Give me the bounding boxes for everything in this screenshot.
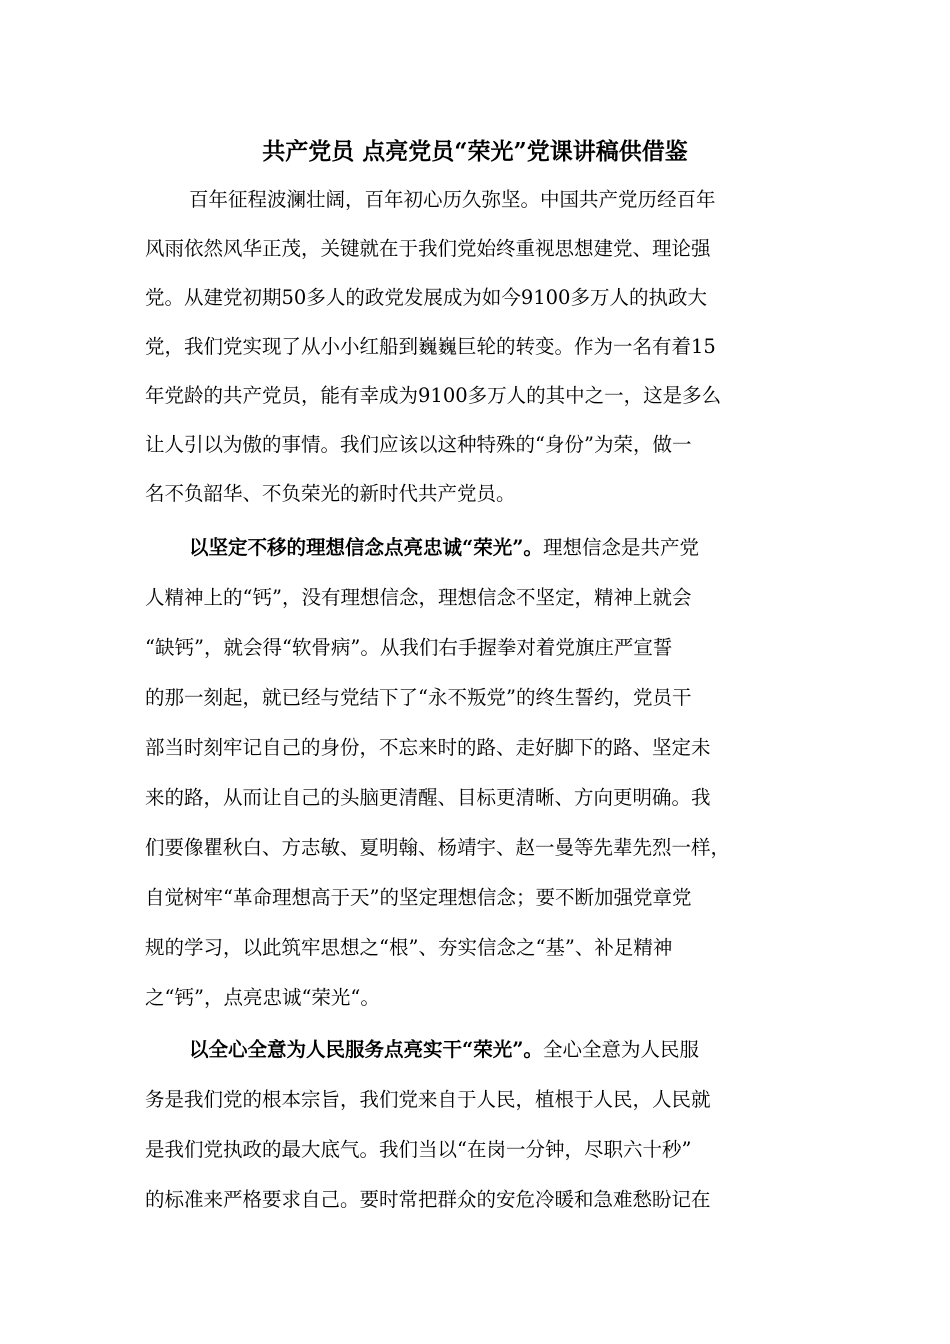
paragraph-2-first-line-text: 理想信念是共产党 <box>542 536 699 559</box>
paragraph-2-line-4: 的那一刻起，就已经与党结下了“永不叛党”的终生誓约，党员干 <box>145 686 692 709</box>
paragraph-1-line-1: 百年征程波澜壮阔，百年初心历久弥坚。中国共产党历经百年 <box>189 188 716 211</box>
paragraph-2-line-8: 自觉树牢“革命理想高于天”的坚定理想信念；要不断加强党章党 <box>145 886 692 909</box>
paragraph-1-line-4: 党，我们党实现了从小小红船到巍巍巨轮的转变。作为一名有着15 <box>145 335 716 358</box>
paragraph-3-line-4: 的标准来严格要求自己。要时常把群众的安危冷暖和急难愁盼记在 <box>145 1188 711 1211</box>
paragraph-2-heading: 以坚定不移的理想信念点亮忠诚“荣光”。 <box>189 536 543 559</box>
paragraph-3-line-2: 务是我们党的根本宗旨，我们党来自于人民，植根于人民，人民就 <box>145 1088 711 1111</box>
paragraph-2-line-2: 人精神上的“钙”，没有理想信念，理想信念不坚定，精神上就会 <box>145 586 692 609</box>
paragraph-1-line-3: 党。从建党初期50多人的政党发展成为如今9100多万人的执政大 <box>145 286 707 309</box>
paragraph-1-line-7: 名不负韶华、不负荣光的新时代共产党员。 <box>145 482 516 505</box>
paragraph-3-line-1 <box>189 1034 699 1066</box>
paragraph-2-line-6: 来的路，从而让自己的头脑更清醒、目标更清晰、方向更明确。我 <box>145 786 711 809</box>
paragraph-3-line-3: 是我们党执政的最大底气。我们当以“在岗一分钟，尽职六十秒” <box>145 1138 692 1161</box>
paragraph-2-line-5: 部当时刻牢记自己的身份，不忘来时的路、走好脚下的路、坚定未 <box>145 736 711 759</box>
paragraph-2-line-7: 们要像瞿秋白、方志敏、夏明翰、杨靖宇、赵一曼等先辈先烈一样， <box>145 836 731 859</box>
paragraph-2-line-10: 之“钙”，点亮忠诚“荣光“。 <box>145 986 380 1009</box>
paragraph-2-line-1 <box>189 532 699 564</box>
paragraph-3-first-line-text: 全心全意为人民服 <box>542 1038 699 1061</box>
paragraph-1-line-5: 年党龄的共产党员，能有幸成为9100多万人的其中之一，这是多么 <box>145 384 722 407</box>
paragraph-1-line-2: 风雨依然风华正茂，关键就在于我们党始终重视思想建党、理论强 <box>145 237 711 260</box>
paragraph-2-line-9: 规的学习，以此筑牢思想之“根”、夯实信念之“基”、补足精神 <box>145 936 673 959</box>
paragraph-1-line-6: 让人引以为傲的事情。我们应该以这种特殊的“身份”为荣，做一 <box>145 433 692 456</box>
document-title: 共产党员 点亮党员“荣光”党课讲稿供借鉴 <box>262 138 688 165</box>
paragraph-2-line-3: “缺钙”，就会得“软骨病”。从我们右手握拳对着党旗庄严宣誓 <box>145 636 673 659</box>
paragraph-3-heading: 以全心全意为人民服务点亮实干“荣光”。 <box>189 1038 543 1061</box>
